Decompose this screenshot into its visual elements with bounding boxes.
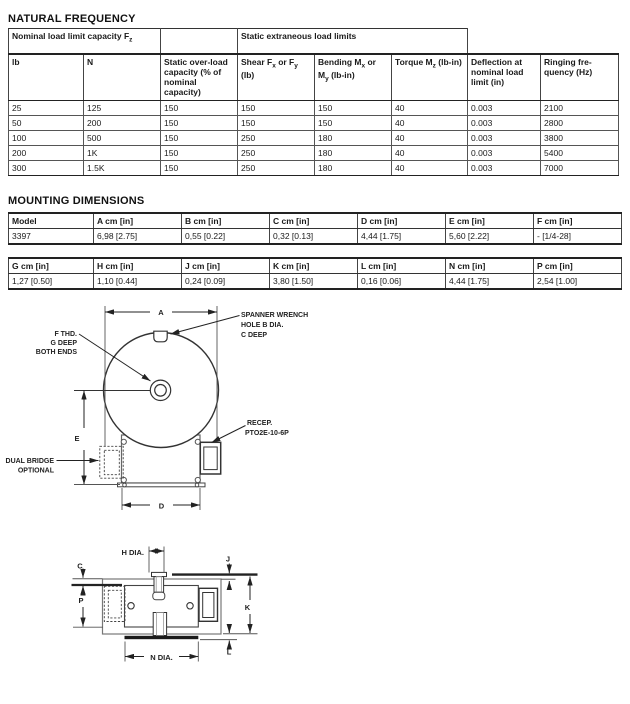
col-header-ringing: Ringing fre-quency (Hz) bbox=[541, 54, 619, 101]
table-cell: 150 bbox=[238, 116, 315, 131]
table-cell: 250 bbox=[238, 146, 315, 161]
spanner-note-line2: HOLE B DIA. bbox=[241, 322, 284, 329]
dim-label-k: K bbox=[244, 603, 251, 612]
col-header-n: N cm [in] bbox=[446, 258, 534, 274]
leader-thread bbox=[79, 334, 151, 381]
receptacle-connector bbox=[200, 442, 220, 474]
table-row bbox=[9, 131, 619, 146]
spanner-note-line1: SPANNER WRENCH bbox=[241, 312, 309, 319]
table-cell: 125 bbox=[84, 101, 161, 116]
table-cell: 2800 bbox=[541, 116, 619, 131]
table-cell: 150 bbox=[161, 161, 238, 176]
table-row bbox=[9, 101, 619, 116]
table-cell: 40 bbox=[392, 131, 468, 146]
col-header-e: E cm [in] bbox=[446, 213, 534, 229]
table-cell: 1,10 [0.44] bbox=[94, 274, 182, 290]
dim-label-e: E bbox=[74, 434, 80, 443]
table-cell: 150 bbox=[161, 131, 238, 146]
table-cell: 1K bbox=[84, 146, 161, 161]
dim-label-c: C bbox=[77, 561, 83, 571]
table-cell: 150 bbox=[161, 101, 238, 116]
column-header-row bbox=[9, 54, 619, 101]
body-outline bbox=[103, 579, 222, 634]
leader-spanner bbox=[171, 316, 240, 335]
table-row bbox=[9, 229, 622, 245]
table-cell: 150 bbox=[315, 116, 392, 131]
dual-bridge-note-line2: OPTIONAL bbox=[17, 467, 54, 475]
col-header-g: G cm [in] bbox=[9, 258, 94, 274]
col-header-a: A cm [in] bbox=[94, 213, 182, 229]
table-cell: 0.003 bbox=[468, 131, 541, 146]
table-cell: 40 bbox=[392, 116, 468, 131]
dual-bridge-outline bbox=[104, 586, 125, 621]
center-thread-hole bbox=[150, 380, 170, 400]
thread-note-line3: BOTH ENDS bbox=[35, 349, 77, 356]
mounting-dimensions-title: MOUNTING DIMENSIONS bbox=[8, 195, 145, 207]
table-cell: 0.003 bbox=[468, 161, 541, 176]
col-header-bending: Bending $M_x$ or $M_y$ (lb-in) bbox=[315, 54, 392, 101]
table-cell: 0,24 [0.09] bbox=[182, 274, 270, 290]
col-header-k: K cm [in] bbox=[270, 258, 358, 274]
dim-label-d: D bbox=[158, 501, 165, 511]
receptacle-connector bbox=[199, 588, 218, 621]
front-view-drawing bbox=[6, 306, 309, 511]
table-cell: 150 bbox=[161, 116, 238, 131]
table-cell: 40 bbox=[392, 161, 468, 176]
base-plate bbox=[118, 483, 206, 487]
stud-flange bbox=[152, 572, 167, 576]
spanner-wrench-hole bbox=[154, 331, 167, 342]
table-cell: 0,32 [0.13] bbox=[270, 229, 358, 245]
natural-frequency-body bbox=[9, 101, 619, 176]
dual-bridge-note-line1: DUAL BRIDGE bbox=[5, 458, 54, 465]
dual-bridge-outline bbox=[100, 446, 123, 478]
spanner-note-line3: C DEEP bbox=[241, 332, 268, 339]
table-cell: 180 bbox=[315, 131, 392, 146]
lower-stud-thread bbox=[156, 613, 163, 636]
lower-stud-body bbox=[153, 613, 166, 636]
col-header-d: D cm [in] bbox=[358, 213, 446, 229]
table-cell: 180 bbox=[315, 161, 392, 176]
base-pin-icon bbox=[195, 483, 199, 487]
table-row bbox=[9, 116, 619, 131]
table-cell: 1.5K bbox=[84, 161, 161, 176]
bottom-plate bbox=[125, 636, 199, 639]
table-cell: 25 bbox=[9, 101, 84, 116]
col-header-overload: Static over-load capacity (% of nominal capacity) bbox=[161, 54, 238, 101]
header-row bbox=[9, 213, 622, 229]
table-cell: 500 bbox=[84, 131, 161, 146]
table-cell: 7000 bbox=[541, 161, 619, 176]
table-cell: 6,98 [2.75] bbox=[94, 229, 182, 245]
base-block bbox=[122, 435, 201, 483]
col-header-shear: Shear $F_x$ or $F_y$ (lb) bbox=[238, 54, 315, 101]
group-header-spacer bbox=[468, 29, 619, 55]
load-cell-body-circle bbox=[104, 333, 219, 448]
table-cell: 300 bbox=[9, 161, 84, 176]
header-row bbox=[9, 258, 622, 274]
stud-thread bbox=[156, 577, 161, 593]
dim-label-n: N DIA. bbox=[150, 653, 173, 662]
screw-icon bbox=[195, 477, 200, 482]
group-header-static: Static extraneous load limits bbox=[238, 29, 468, 55]
dim-label-l: L bbox=[226, 647, 232, 657]
col-header-model: Model bbox=[9, 213, 94, 229]
thread-note-line2: G DEEP bbox=[50, 340, 77, 347]
receptacle-connector-inner bbox=[204, 447, 217, 470]
table-cell: 1,27 [0.50] bbox=[9, 274, 94, 290]
table-cell: 5,60 [2.22] bbox=[446, 229, 534, 245]
mounting-table-g-p bbox=[8, 257, 622, 290]
table-cell: 4,44 [1.75] bbox=[446, 274, 534, 290]
table-cell: 180 bbox=[315, 146, 392, 161]
table-cell: 0.003 bbox=[468, 116, 541, 131]
col-header-torque: Torque $M_z$ (lb-in) bbox=[392, 54, 468, 101]
table-cell: - [1/4-28] bbox=[534, 229, 622, 245]
mounting-table-g-p-body bbox=[9, 274, 622, 290]
mounting-hole-icon bbox=[187, 603, 193, 609]
raised-center bbox=[125, 586, 199, 628]
table-cell: 2,54 [1.00] bbox=[534, 274, 622, 290]
table-cell: 2100 bbox=[541, 101, 619, 116]
table-cell: 3,80 [1.50] bbox=[270, 274, 358, 290]
receptacle-note-line2: PTO2E-10-6P bbox=[245, 430, 289, 437]
table-cell: 200 bbox=[9, 146, 84, 161]
table-cell: 250 bbox=[238, 131, 315, 146]
stud-tip bbox=[153, 592, 165, 600]
screw-icon bbox=[121, 439, 126, 444]
col-header-p: P cm [in] bbox=[534, 258, 622, 274]
col-header-lb: lb bbox=[9, 54, 84, 101]
group-header-blank bbox=[161, 29, 238, 55]
natural-frequency-title: NATURAL FREQUENCY bbox=[8, 13, 136, 25]
table-cell: 40 bbox=[392, 146, 468, 161]
table-cell: 5400 bbox=[541, 146, 619, 161]
table-cell: 4,44 [1.75] bbox=[358, 229, 446, 245]
table-cell: 0.003 bbox=[468, 146, 541, 161]
mounting-hole-icon bbox=[128, 603, 134, 609]
group-header-nominal: Nominal load limit capacity $F_z$ bbox=[9, 29, 161, 55]
dim-label-p: P bbox=[78, 596, 84, 605]
table-cell: 50 bbox=[9, 116, 84, 131]
table-cell: 40 bbox=[392, 101, 468, 116]
table-cell: 3397 bbox=[9, 229, 94, 245]
col-header-h: H cm [in] bbox=[94, 258, 182, 274]
col-header-l: L cm [in] bbox=[358, 258, 446, 274]
table-row bbox=[9, 161, 619, 176]
table-cell: 0.003 bbox=[468, 101, 541, 116]
thread-note-line1: F THD. bbox=[54, 331, 77, 338]
dim-label-h: H DIA. bbox=[121, 548, 144, 557]
col-header-n: N bbox=[84, 54, 161, 101]
receptacle-connector-inner bbox=[203, 593, 214, 618]
table-row bbox=[9, 146, 619, 161]
col-header-j: J cm [in] bbox=[182, 258, 270, 274]
col-header-b: B cm [in] bbox=[182, 213, 270, 229]
col-header-f: F cm [in] bbox=[534, 213, 622, 229]
col-header-deflection: Deflection at nominal load limit (in) bbox=[468, 54, 541, 101]
mounting-table-a-f bbox=[8, 212, 622, 245]
screw-icon bbox=[121, 477, 126, 482]
base-pin-icon bbox=[123, 483, 127, 487]
dual-bridge-outline-inner bbox=[104, 450, 119, 474]
stud-body bbox=[154, 577, 164, 593]
table-cell: 0,16 [0.06] bbox=[358, 274, 446, 290]
mounting-table-a-f-body bbox=[9, 229, 622, 245]
natural-frequency-table bbox=[8, 28, 619, 176]
table-cell: 100 bbox=[9, 131, 84, 146]
col-header-c: C cm [in] bbox=[270, 213, 358, 229]
dim-label-j: J bbox=[225, 554, 231, 564]
table-row bbox=[9, 274, 622, 290]
table-cell: 150 bbox=[238, 101, 315, 116]
center-thread-hole-inner bbox=[155, 385, 167, 397]
table-cell: 3800 bbox=[541, 131, 619, 146]
table-cell: 150 bbox=[315, 101, 392, 116]
leader-receptacle bbox=[212, 426, 246, 443]
dual-bridge-outline-inner bbox=[108, 590, 121, 618]
side-view-drawing bbox=[72, 547, 258, 663]
dim-label-a: A bbox=[158, 308, 164, 317]
table-cell: 250 bbox=[238, 161, 315, 176]
table-cell: 0,55 [0.22] bbox=[182, 229, 270, 245]
screw-icon bbox=[195, 439, 200, 444]
group-header-row bbox=[9, 29, 619, 55]
table-cell: 200 bbox=[84, 116, 161, 131]
table-cell: 150 bbox=[161, 146, 238, 161]
receptacle-note-line1: RECEP. bbox=[247, 420, 273, 427]
